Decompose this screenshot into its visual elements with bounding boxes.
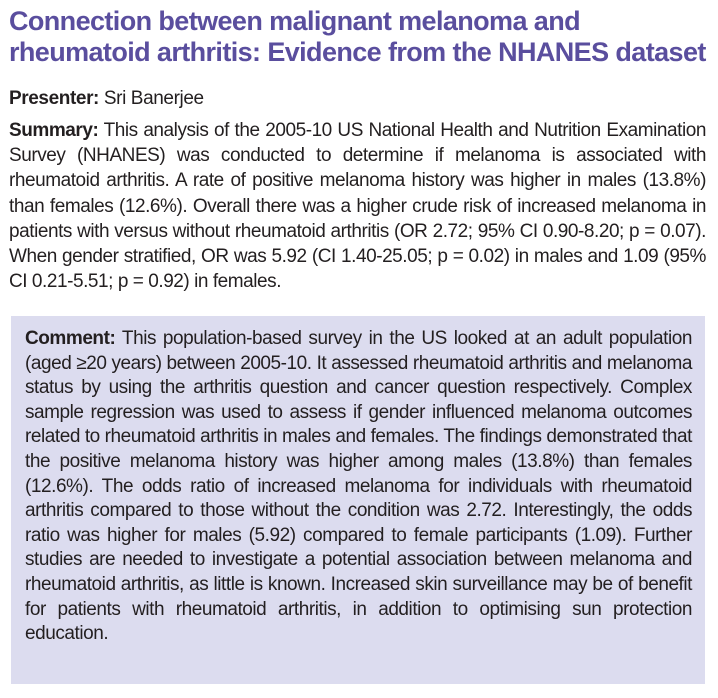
summary-label: Summary:	[9, 120, 99, 141]
comment-label: Comment:	[25, 328, 116, 349]
presenter-label: Presenter:	[9, 88, 99, 109]
comment-box	[11, 316, 705, 684]
article-title: Connection between malignant melanoma and rheumatoid arthritis: Evidence from the NHANES dataset	[9, 6, 706, 67]
presenter-name: Sri Banerjee	[103, 88, 204, 109]
comment-paragraph	[25, 327, 692, 647]
presenter-line	[9, 87, 709, 111]
summary-paragraph	[9, 118, 706, 294]
comment-text: This population-based survey in the US looked at an adult population (aged ≥20 years) between 2005-10. It assessed rheumatoid arthritis and melanoma status by using the arthritis question and cancer question respectively. Complex sample regression was used to assess if gender influenced melanoma outcomes related to rheumatoid arthritis in males and females. The findings demonstrated that the positive melanoma history was higher among males (13.8%) than females (12.6%). The odds ratio of increased melanoma for individuals with rheumatoid arthritis compared to those without the condition was 2.72. Interestingly, the odds ratio was higher for males (5.92) compared to female participants (1.09). Further studies are needed to investigate a potential association between melanoma and rheumatoid arthritis, as little is known. Increased skin surveillance may be of benefit for patients with rheumatoid arthritis, in addition to optimising sun protection education.	[25, 328, 692, 645]
summary-text: This analysis of the 2005-10 US National Health and Nutrition Examination Survey (NHANES) was conducted to determine if melanoma is associated with rheumatoid arthritis. A rate of positive melanoma history was higher in males (13.8%) than females (12.6%). Overall there was a higher crude risk of increased melanoma in patients with versus without rheumatoid arthritis (OR 2.72; 95% CI 0.90-8.20; p = 0.07). When gender stratified, OR was 5.92 (CI 1.40-25.05; p = 0.02) in males and 1.09 (95% CI 0.21-5.51; p = 0.92) in females.	[9, 120, 706, 293]
